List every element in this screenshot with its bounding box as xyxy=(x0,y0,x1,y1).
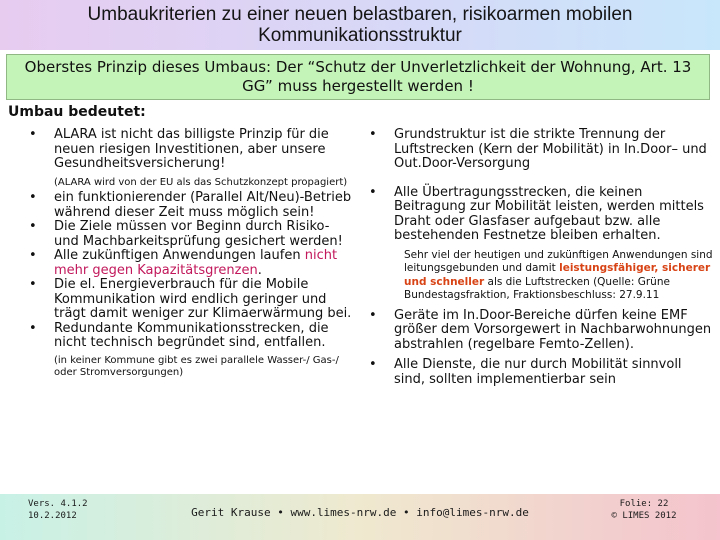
bullet-icon: • xyxy=(369,357,377,372)
page-number: Folie: 22 xyxy=(619,499,669,509)
item-text: Redundante Kommunikationsstrecken, die nicht technisch begründet sind, entfallen. xyxy=(54,320,329,350)
list-item xyxy=(22,191,355,220)
list-item xyxy=(362,358,714,387)
section-heading: Umbau bedeutet: xyxy=(8,104,146,120)
list-item xyxy=(362,186,714,244)
item-text: Alle Übertragungsstrecken, die keinen Beitragung zur Mobilität leisten, werden mittels Draht oder Glasfaser aufgebaut bzw. alle bestehenden Festnetze bleiben erhalten. xyxy=(394,184,704,243)
principle-text: Oberstes Prinzip dieses Umbaus: Der “Schutz der Unverletzlichkeit der Wohnung, Art. 13 GG” muss hergestellt werden ! xyxy=(24,58,692,95)
item-text: ein funktionierender (Parallel Alt/Neu)-Betrieb während dieser Zeit muss möglich sein! xyxy=(54,190,352,220)
bullet-icon: • xyxy=(369,127,377,142)
item-text: Die el. Energieverbrauch für die Mobile Kommunikation wird endlich geringer und trägt damit weniger zur Klimaerwärmung bei. xyxy=(54,277,352,321)
footer-bar xyxy=(0,494,720,540)
right-column xyxy=(362,128,714,387)
item-text: Grundstruktur ist die strikte Trennung der Luftstrecken (Kern der Mobilität) in In.Door– und Out.Door-Versorgung xyxy=(394,127,707,171)
list-item xyxy=(22,249,355,278)
sub-note-part: als die Luftstrecken (Quelle: Grüne Bundestagsfraktion, Fraktionsbeschluss: 27.9.11 xyxy=(404,275,670,301)
slide-title-bar xyxy=(0,0,720,50)
item-text: Alle Dienste, die nur durch Mobilität sinnvoll sind, sollten implementierbar sein xyxy=(394,357,682,387)
bullet-icon: • xyxy=(29,127,37,142)
wired-highlight: leistungsfähiger, sicherer und schneller xyxy=(404,262,711,288)
date-label: 10.2.2012 xyxy=(28,511,77,521)
list-item xyxy=(362,128,714,172)
note: (in keiner Kommune gibt es zwei parallele Wasser-/ Gas-/ oder Stromversorgungen) xyxy=(54,354,339,378)
list-item xyxy=(22,128,355,172)
contact-line: Gerit Krause • www.limes-nrw.de • info@limes-nrw.de xyxy=(191,506,529,519)
bullet-icon: • xyxy=(29,190,37,205)
page-block xyxy=(608,498,680,522)
note: (ALARA wird von der EU als das Schutzkonzept propagiert) xyxy=(54,176,348,188)
bullet-icon: • xyxy=(29,320,37,336)
sub-note-part: Sehr viel der heutigen und zukünftigen Anwendungen sind leitungsgebunden und damit xyxy=(404,248,713,274)
list-item xyxy=(22,322,355,351)
item-text-part: Alle zukünftigen Anwendungen laufen xyxy=(54,248,305,263)
bullet-icon: • xyxy=(29,277,37,292)
version-label: Vers. 4.1.2 xyxy=(28,499,88,509)
list-item xyxy=(22,220,355,249)
capacity-highlight: nicht mehr gegen Kapazitätsgrenzen xyxy=(54,248,338,278)
bullet-icon: • xyxy=(29,219,37,234)
left-column xyxy=(22,128,355,380)
principle-banner xyxy=(6,54,710,100)
bullet-icon: • xyxy=(369,184,377,200)
item-text: ALARA ist nicht das billigste Prinzip für die neuen riesigen Investitionen, aber unsere Gesundheitsversicherung! xyxy=(54,127,329,171)
list-item xyxy=(362,309,714,353)
sub-note xyxy=(362,249,714,303)
item-text: Geräte im In.Door-Bereiche dürfen keine EMF größer dem Vorsorgewert in Nachbarwohnungen abstrahlen (regelbare Femto-Zellen). xyxy=(394,307,712,352)
item-text xyxy=(54,248,337,278)
item-text: Die Ziele müssen vor Beginn durch Risiko- und Machbarkeitsprüfung gesichert werden! xyxy=(54,219,343,249)
list-item xyxy=(22,278,355,322)
slide-title: Umbaukriterien zu einer neuen belastbaren, risikoarmen mobilen Kommunikationsstruktur xyxy=(87,4,633,46)
bullet-icon: • xyxy=(369,307,377,323)
item-text-part: . xyxy=(257,262,262,278)
bullet-icon: • xyxy=(29,248,37,263)
copyright: © LIMES 2012 xyxy=(611,511,677,521)
